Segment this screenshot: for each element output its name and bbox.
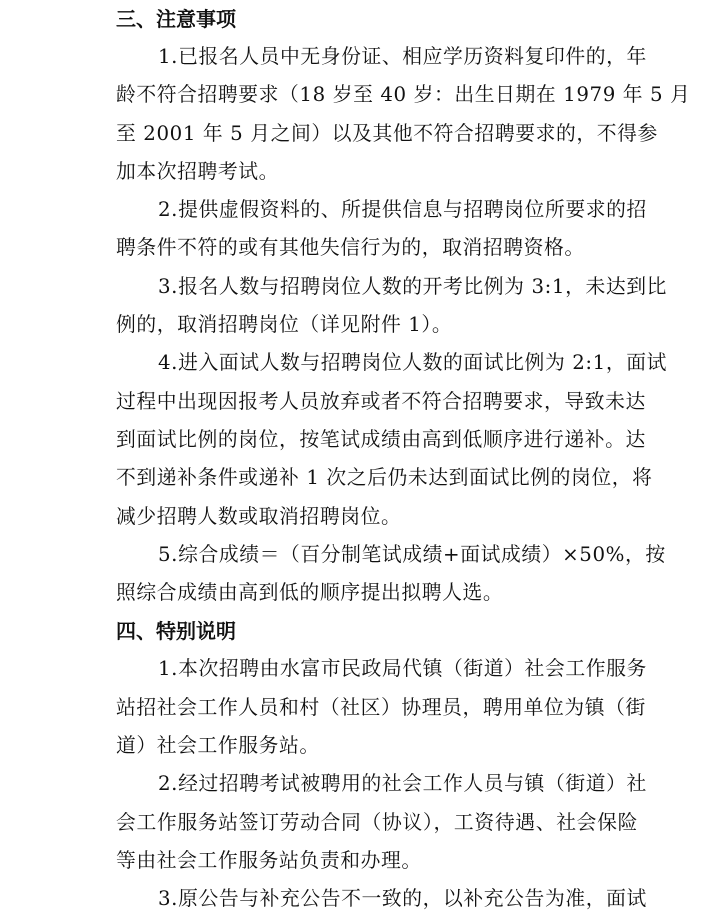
text-line: 3.报名人数与招聘岗位人数的开考比例为 3:1，未达到比 <box>158 274 667 298</box>
text-line: 至 2001 年 5 月之间）以及其他不符合招聘要求的，不得参 <box>116 121 658 145</box>
paragraph <box>74 344 667 535</box>
paragraph <box>74 38 691 191</box>
text-line: 加本次招聘考试。 <box>116 159 280 183</box>
document-page <box>74 0 691 919</box>
text-line: 3.原公告与补充公告不一致的，以补充公告为准，面试 <box>158 887 647 911</box>
section-heading-notes: 三、注意事项 <box>116 7 236 31</box>
text-line: 龄不符合招聘要求（18 岁至 40 岁：出生日期在 1979 年 5 月 <box>116 83 691 107</box>
text-line: 到面试比例的岗位，按笔试成绩由高到低顺序进行递补。达 <box>116 427 646 451</box>
paragraph <box>74 191 647 268</box>
paragraph <box>74 650 647 765</box>
paragraph <box>74 765 647 880</box>
paragraph <box>74 536 666 613</box>
text-line: 4.进入面试人数与招聘岗位人数的面试比例为 2:1，面试 <box>158 351 667 375</box>
text-line: 聘条件不符的或有其他失信行为的，取消招聘资格。 <box>116 236 585 260</box>
text-line: 等由社会工作服务站负责和办理。 <box>116 848 422 872</box>
text-line: 道）社会工作服务站。 <box>116 734 320 758</box>
text-line: 2.提供虚假资料的、所提供信息与招聘岗位所要求的招 <box>158 198 647 222</box>
text-line: 5.综合成绩＝（百分制笔试成绩+面试成绩）×50%，按 <box>158 542 666 566</box>
text-line: 例的，取消招聘岗位（详见附件 1）。 <box>116 313 453 337</box>
text-line: 1.本次招聘由水富市民政局代镇（街道）社会工作服务 <box>158 657 647 681</box>
text-line: 会工作服务站签订劳动合同（协议），工资待遇、社会保险 <box>116 810 638 834</box>
text-line: 站招社会工作人员和村（社区）协理员，聘用单位为镇（街 <box>116 695 646 719</box>
text-line: 2.经过招聘考试被聘用的社会工作人员与镇（街道）社 <box>158 772 647 796</box>
section-heading-special-notes: 四、特别说明 <box>116 619 236 644</box>
text-line: 不到递补条件或递补 1 次之后仍未达到面试比例的岗位，将 <box>116 466 653 490</box>
paragraph <box>74 880 647 918</box>
text-line: 减少招聘人数或取消招聘岗位。 <box>116 504 402 528</box>
text-line: 过程中出现因报考人员放弃或者不符合招聘要求，导致未达 <box>116 389 646 413</box>
paragraph <box>74 268 667 345</box>
text-line: 照综合成绩由高到低的顺序提出拟聘人选。 <box>116 581 504 605</box>
text-line: 1.已报名人员中无身份证、相应学历资料复印件的，年 <box>158 45 647 68</box>
